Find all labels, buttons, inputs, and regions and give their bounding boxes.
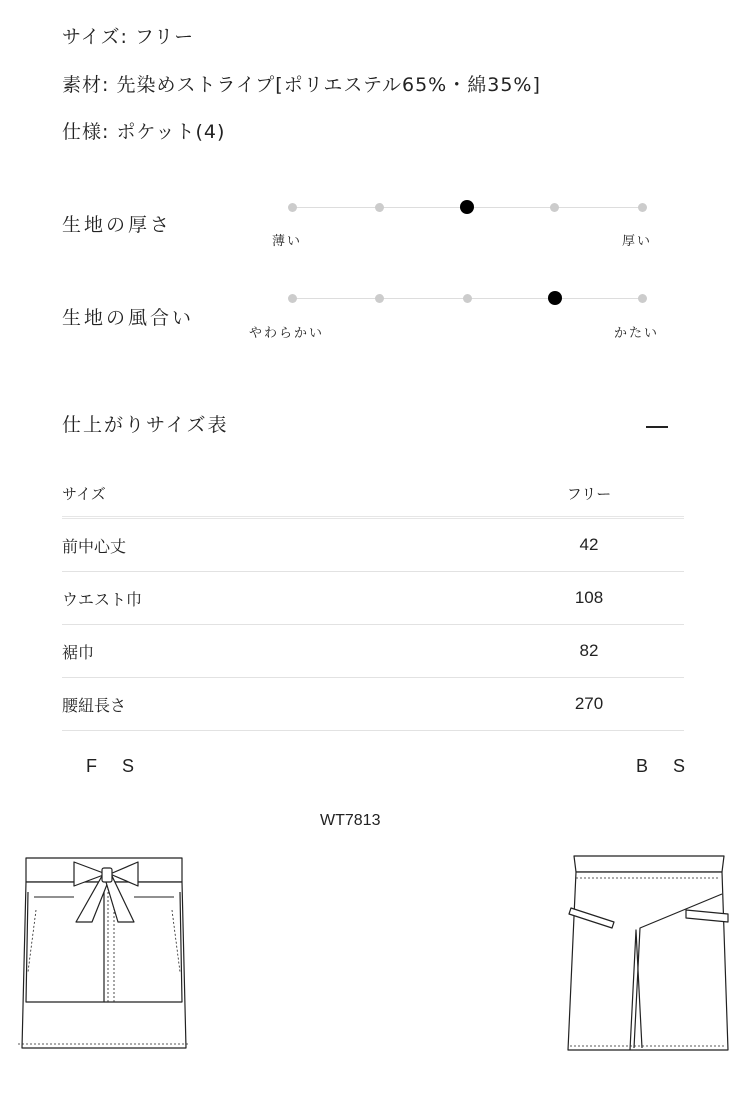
thickness-label: 生地の厚さ	[62, 214, 173, 236]
texture-max-label: かたい	[614, 326, 660, 341]
collapse-icon[interactable]	[646, 426, 668, 428]
row-label: ウエスト巾	[62, 572, 494, 625]
row-value: 42	[494, 518, 684, 572]
model-number: WT7813	[320, 812, 381, 829]
texture-label: 生地の風合い	[62, 307, 195, 329]
scale-dot	[550, 203, 559, 212]
table-row	[62, 518, 684, 572]
front-apron-illustration	[14, 852, 194, 1057]
scale-selected-dot	[460, 200, 474, 214]
scale-dot	[288, 294, 297, 303]
table-row	[62, 625, 684, 678]
back-view-label: B S	[636, 756, 696, 776]
header-size: サイズ	[62, 470, 494, 518]
scale-dot	[638, 294, 647, 303]
spec-feature: 仕様: ポケット(4)	[62, 121, 226, 143]
scale-dot	[288, 203, 297, 212]
thickness-max-label: 厚い	[622, 234, 653, 249]
row-label: 腰紐長さ	[62, 678, 494, 731]
back-apron-illustration	[556, 852, 746, 1062]
size-table	[62, 470, 684, 731]
thickness-min-label: 薄い	[272, 234, 303, 249]
row-value: 82	[494, 625, 684, 678]
row-value: 270	[494, 678, 684, 731]
header-free: フリー	[494, 470, 684, 518]
spec-size: サイズ: フリー	[62, 26, 195, 48]
front-view-label: F S	[86, 756, 145, 776]
scale-dot	[463, 294, 472, 303]
texture-min-label: やわらかい	[249, 326, 325, 341]
spec-material: 素材: 先染めストライプ[ポリエステル65%・綿35%]	[62, 74, 541, 96]
scale-dot	[375, 294, 384, 303]
scale-dot	[375, 203, 384, 212]
table-header-row	[62, 470, 684, 518]
table-row	[62, 572, 684, 625]
size-table-title: 仕上がりサイズ表	[62, 414, 229, 436]
scale-selected-dot	[548, 291, 562, 305]
table-row	[62, 678, 684, 731]
row-label: 前中心丈	[62, 518, 494, 572]
row-value: 108	[494, 572, 684, 625]
row-label: 裾巾	[62, 625, 494, 678]
scale-dot	[638, 203, 647, 212]
